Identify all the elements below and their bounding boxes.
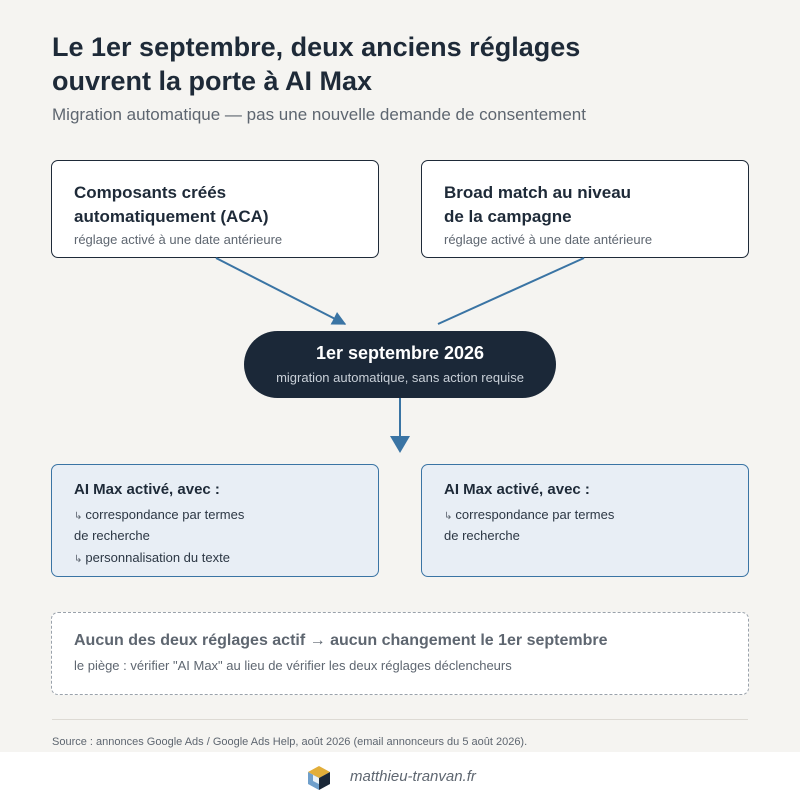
- event-pill: [244, 331, 556, 398]
- result-item: [74, 505, 356, 545]
- source-box-broad-match: [421, 160, 749, 258]
- page-title-line1: Le 1er septembre, deux anciens réglages: [52, 32, 581, 62]
- result-item-line1: personnalisation du texte: [85, 550, 230, 565]
- source-citation: Source : annonces Google Ads / Google Ads Help, août 2026 (email annonceurs du 5 août 2026).: [52, 736, 528, 748]
- divider: [52, 719, 748, 720]
- sub-arrow-icon: ↳: [74, 511, 83, 522]
- source-box-title-line2: de la campagne: [444, 207, 572, 226]
- cube-logo-icon: [305, 764, 333, 792]
- note-title: Aucun des deux réglages actif → aucun changement le 1er septembre: [74, 632, 608, 649]
- source-box-title-line2: automatiquement (ACA): [74, 207, 269, 226]
- page-title: [52, 30, 752, 98]
- sub-arrow-icon: ↳: [74, 554, 83, 565]
- event-title: 1er septembre 2026: [315, 343, 485, 363]
- note-subtitle: le piège : vérifier "AI Max" au lieu de vérifier les deux réglages déclencheurs: [74, 658, 512, 673]
- result-title: AI Max activé, avec :: [74, 481, 220, 498]
- source-box-subtitle: réglage activé à une date antérieure: [74, 232, 283, 247]
- result-box-right: [421, 464, 749, 577]
- result-item: [444, 505, 726, 545]
- source-box-aca: [51, 160, 379, 258]
- result-item-line1: correspondance par termes: [85, 507, 245, 522]
- result-item: [74, 548, 356, 569]
- arrow-left-to-event: [216, 258, 345, 324]
- page-subtitle: Migration automatique — pas une nouvelle demande de consentement: [52, 105, 586, 124]
- no-change-note: [51, 612, 749, 695]
- arrow-right-to-event: [438, 258, 584, 324]
- source-box-title-line1: Broad match au niveau: [444, 183, 632, 202]
- page-title-line2: ouvrent la porte à AI Max: [52, 66, 373, 96]
- source-box-title: [74, 181, 356, 229]
- source-box-subtitle: réglage activé à une date antérieure: [444, 232, 653, 247]
- result-item-line1: correspondance par termes: [455, 507, 615, 522]
- result-box-left: [51, 464, 379, 577]
- source-box-title-line1: Composants créés: [74, 183, 227, 202]
- result-item-line2: de recherche: [444, 528, 520, 543]
- source-box-title: [444, 181, 726, 229]
- arrow-head-down: [390, 436, 410, 453]
- event-subtitle: migration automatique, sans action requise: [276, 370, 524, 385]
- site-name[interactable]: matthieu-tranvan.fr: [350, 768, 476, 785]
- result-title: AI Max activé, avec :: [444, 481, 590, 498]
- sub-arrow-icon: ↳: [444, 511, 453, 522]
- result-item-line2: de recherche: [74, 528, 150, 543]
